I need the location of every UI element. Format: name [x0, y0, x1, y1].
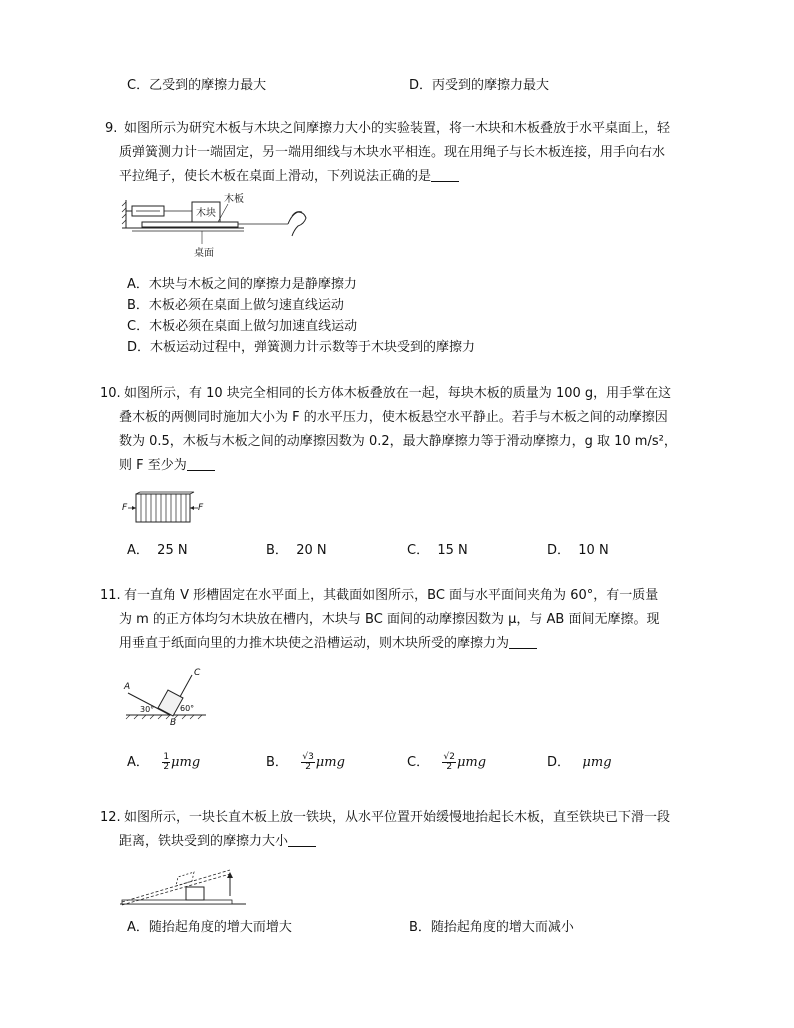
answer-blank	[187, 456, 215, 471]
q9-option-a: A．木块与木板之间的摩擦力是静摩擦力	[127, 277, 357, 292]
q9-diagram	[120, 192, 320, 264]
q11-diagram	[120, 665, 210, 728]
q9-stem-line1: 如图所示为研究木板与木块之间摩擦力大小的实验装置，将一木块和木板叠放于水平桌面上，轻	[124, 121, 671, 136]
q12-diagram	[118, 856, 248, 912]
q11-fig-angle-30: 30°	[140, 705, 155, 714]
q11-number: 11.	[100, 588, 121, 603]
q10-number: 10.	[100, 386, 121, 401]
q11-stem-line3: 用垂直于纸面向里的力推木块使之沿槽运动，则木块所受的摩擦力为	[119, 634, 537, 654]
q10-fig-f-right: F	[198, 503, 204, 513]
q9-option-c: C．木板必须在桌面上做匀加速直线运动	[127, 319, 358, 334]
q12-option-a: A．随抬起角度的增大而增大	[127, 920, 292, 935]
answer-blank	[431, 167, 459, 182]
q11-fig-label-b: B	[170, 718, 177, 728]
q11-stem-line1: 有一直角 V 形槽固定在水平面上，其截面如图所示，BC 面与水平面间夹角为 60°，有一质量	[124, 588, 659, 603]
q12-number: 12.	[100, 810, 121, 825]
q10-stem-line1: 如图所示，有 10 块完全相同的长方体木板叠放在一起，每块木板的质量为 100 g，用手掌在这	[124, 386, 672, 401]
q9-stem-line2: 质弹簧测力计一端固定，另一端用细线与木块水平相连。现在用绳子与长木板连接，用手向右水	[119, 145, 666, 160]
q9-fig-board-label: 木板	[224, 194, 244, 205]
q10-diagram	[120, 492, 210, 526]
q10-stem-line3: 数为 0.5，木板与木板之间的动摩擦因数为 0.2，最大静摩擦力等于滑动摩擦力，g 取 10 m/s²，	[119, 434, 677, 449]
q9-fig-block-label: 木块	[196, 208, 216, 219]
q8-option-c: C．乙受到的摩擦力最大	[127, 78, 267, 93]
q10-fig-f-left: F	[122, 503, 128, 513]
q11-fig-label-a: A	[124, 682, 131, 692]
q10-stem-line4: 则 F 至少为	[119, 456, 215, 476]
q10-option-a: A． 25 N	[127, 543, 188, 558]
q9-number: 9.	[105, 121, 118, 136]
q9-fig-table-label: 桌面	[194, 248, 214, 259]
q11-option-c: C． $\frac{√2}{2}$ μmg	[407, 752, 487, 772]
q9-option-d: D．木板运动过程中，弹簧测力计示数等于木块受到的摩擦力	[127, 340, 476, 355]
answer-blank	[288, 832, 316, 847]
q11-option-b: B． $\frac{√3}{2}$ μmg	[266, 752, 345, 772]
q10-option-d: D． 10 N	[547, 543, 609, 558]
q11-fig-angle-60: 60°	[180, 704, 195, 713]
q11-stem-line2: 为 m 的正方体均匀木块放在槽内，木块与 BC 面间的动摩擦因数为 μ，与 AB 面间无摩擦。现	[119, 612, 660, 627]
q9-stem-line3: 平拉绳子，使长木板在桌面上滑动，下列说法正确的是	[119, 167, 459, 187]
q12-stem-line1: 如图所示，一块长直木板上放一铁块，从水平位置开始缓慢地抬起长木板，直至铁块已下滑一段	[124, 810, 671, 825]
q10-stem-line2: 叠木板的两侧同时施加大小为 F 的水平压力，使木板悬空水平静止。若手与木板之间的动摩擦因	[119, 410, 668, 425]
q12-option-b: B．随抬起角度的增大而减小	[409, 920, 574, 935]
q10-option-c: C． 15 N	[407, 543, 468, 558]
q10-option-b: B． 20 N	[266, 543, 327, 558]
q11-fig-label-c: C	[194, 668, 201, 678]
q11-option-a: A． $\frac{1}{2}$ μmg	[127, 752, 201, 772]
q9-option-b: B．木板必须在桌面上做匀速直线运动	[127, 298, 344, 313]
q8-option-d: D．丙受到的摩擦力最大	[409, 78, 550, 93]
q12-stem-line2: 距离，铁块受到的摩擦力大小	[119, 832, 316, 852]
q11-option-d: D． μmg	[547, 755, 612, 770]
answer-blank	[509, 634, 537, 649]
